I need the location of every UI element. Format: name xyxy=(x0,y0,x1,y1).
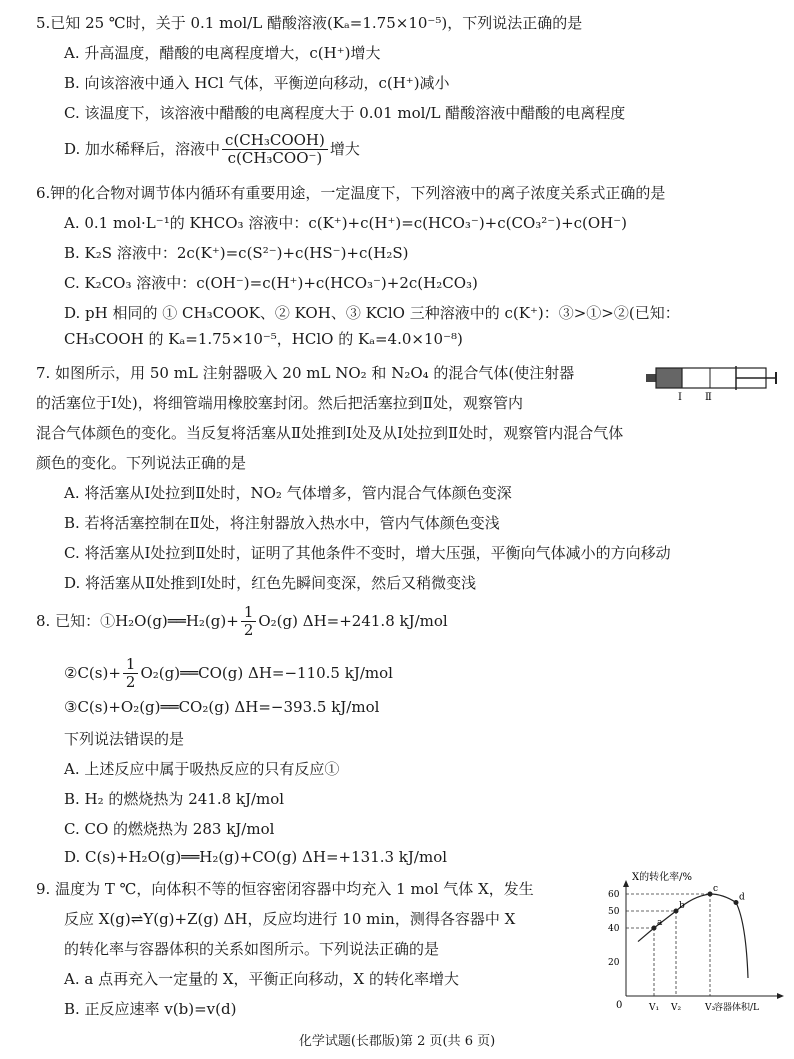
q6-option-c: C. K₂CO₃ 溶液中：c(OH⁻)=c(H⁺)+c(HCO₃⁻)+2c(H₂CO₃) xyxy=(64,274,478,292)
q8-r1-half xyxy=(241,604,257,640)
q5-d-fraction xyxy=(222,132,328,168)
q8-r1-suffix: O₂(g) ΔH=+241.8 kJ/mol xyxy=(258,611,448,630)
q6-option-a: A. 0.1 mol·L⁻¹的 KHCO₃ 溶液中：c(K⁺)+c(H⁺)=c(HCO₃⁻)+c(CO₃²⁻)+c(OH⁻) xyxy=(64,214,628,232)
q8-r2-half-den: 2 xyxy=(125,673,136,692)
syringe-label-1: Ⅰ xyxy=(678,392,682,402)
q9-line1: 9. 温度为 T ℃，向体积不等的恒容密闭容器中均充入 1 mol 气体 X，发生 xyxy=(36,880,534,898)
q8-r2-half xyxy=(123,656,139,692)
q8-r2-half-num: 1 xyxy=(123,656,139,674)
q8-option-d: D. C(s)+H₂O(g)══H₂(g)+CO(g) ΔH=+131.3 kJ/mol xyxy=(64,848,448,866)
q9-option-b: B. 正反应速率 v(b)=v(d) xyxy=(64,1000,237,1018)
y-tick-label: 50 xyxy=(608,907,620,917)
y-tick-label: 20 xyxy=(608,958,620,968)
q8-r1-half-num: 1 xyxy=(241,604,257,622)
x-tick-label: V₃ xyxy=(705,1003,716,1013)
q6-stem: 6.钾的化合物对调节体内循环有重要用途，一定温度下，下列溶液中的离子浓度关系式正确的是 xyxy=(36,184,666,202)
q8-r2-suffix: O₂(g)══CO(g) ΔH=−110.5 kJ/mol xyxy=(140,663,393,682)
point-a xyxy=(652,926,657,931)
point-b xyxy=(674,909,679,914)
q8-r1-prefix: 8. 已知：①H₂O(g)══H₂(g)+ xyxy=(36,611,239,630)
point-label-a: a xyxy=(657,918,663,928)
point-label-d: d xyxy=(739,892,745,903)
point-label-b: b xyxy=(679,901,685,911)
q5-stem: 5.已知 25 ℃时，关于 0.1 mol/L 醋酸溶液(Kₐ=1.75×10⁻⁵)，下列说法正确的是 xyxy=(36,14,583,32)
q9-line2: 反应 X(g)⇌Y(g)+Z(g) ΔH，反应均进行 10 min，测得各容器中 X xyxy=(64,910,516,928)
chart-x-arrow xyxy=(777,993,784,999)
q7-line2: 的活塞位于Ⅰ处)，将细管端用橡胶塞封闭。然后把活塞拉到Ⅱ处，观察管内 xyxy=(36,394,523,412)
x-tick-label: V₂ xyxy=(671,1003,682,1013)
syringe-diagram xyxy=(644,362,784,402)
q8-option-b: B. H₂ 的燃烧热为 241.8 kJ/mol xyxy=(64,790,285,808)
q5-option-d xyxy=(64,132,360,168)
point-label-c: c xyxy=(713,884,719,894)
q7-option-b: B. 若将活塞控制在Ⅱ处，将注射器放入热水中，管内气体颜色变浅 xyxy=(64,514,500,532)
q8-option-c: C. CO 的燃烧热为 283 kJ/mol xyxy=(64,820,275,838)
q8-ask: 下列说法错误的是 xyxy=(64,730,185,748)
q8-r1-half-den: 2 xyxy=(243,621,254,640)
point-c xyxy=(708,892,713,897)
q5-d-suffix: 增大 xyxy=(329,139,360,158)
q7-option-a: A. 将活塞从Ⅰ处拉到Ⅱ处时，NO₂ 气体增多，管内混合气体颜色变深 xyxy=(64,484,512,502)
q8-reaction-2 xyxy=(64,656,393,692)
conversion-curve xyxy=(638,894,748,978)
q7-line3: 混合气体颜色的变化。当反复将活塞从Ⅱ处推到Ⅰ处及从Ⅰ处拉到Ⅱ处时，观察管内混合气体 xyxy=(36,424,624,442)
q7-line1: 7. 如图所示，用 50 mL 注射器吸入 20 mL NO₂ 和 N₂O₄ 的混合气体(使注射器 xyxy=(36,364,575,382)
q7-option-c: C. 将活塞从Ⅰ处拉到Ⅱ处时，证明了其他条件不变时，增大压强，平衡向气体减小的方向移动 xyxy=(64,544,671,562)
q8-reaction-1 xyxy=(36,604,448,640)
y-tick-label: 60 xyxy=(608,890,620,900)
q6-option-d-line1: D. pH 相同的 ① CH₃COOK、② KOH、③ KClO 三种溶液中的 c(K⁺)：③>①>②(已知： xyxy=(64,304,680,322)
chart-y-arrow xyxy=(623,880,629,887)
q5-d-denominator: c(CH₃COO⁻) xyxy=(227,149,323,168)
chart-x-label: 容器体积/L xyxy=(714,1003,760,1013)
q9-option-a: A. a 点再充入一定量的 X，平衡正向移动，X 的转化率增大 xyxy=(64,970,459,988)
y-tick-label: 40 xyxy=(608,924,620,934)
chart-y-label: X的转化率/% xyxy=(632,872,692,883)
q5-option-c: C. 该温度下，该溶液中醋酸的电离程度大于 0.01 mol/L 醋酸溶液中醋酸的电离程度 xyxy=(64,104,626,122)
q7-option-d: D. 将活塞从Ⅱ处推到Ⅰ处时，红色先瞬间变深，然后又稍微变浅 xyxy=(64,574,477,592)
q6-option-b: B. K₂S 溶液中：2c(K⁺)=c(S²⁻)+c(HS⁻)+c(H₂S) xyxy=(64,244,409,262)
syringe-tip xyxy=(646,374,656,382)
q5-option-b: B. 向该溶液中通入 HCl 气体，平衡逆向移动，c(H⁺)减小 xyxy=(64,74,450,92)
q8-reaction-3: ③C(s)+O₂(g)══CO₂(g) ΔH=−393.5 kJ/mol xyxy=(64,698,380,716)
q5-d-prefix: D. 加水稀释后，溶液中 xyxy=(64,139,221,158)
page-footer: 化学试题(长郡版)第 2 页(共 6 页) xyxy=(298,1034,496,1049)
point-d xyxy=(734,900,739,905)
conversion-chart xyxy=(604,870,790,1020)
syringe-gas xyxy=(656,368,682,388)
q7-line4: 颜色的变化。下列说法正确的是 xyxy=(36,454,247,472)
q8-r2-prefix: ②C(s)+ xyxy=(64,663,121,682)
x-tick-label: V₁ xyxy=(649,1003,660,1013)
q9-line3: 的转化率与容器体积的关系如图所示。下列说法正确的是 xyxy=(64,940,440,958)
syringe-label-2: Ⅱ xyxy=(705,392,712,402)
q5-d-numerator: c(CH₃COOH) xyxy=(222,132,328,150)
q8-option-a: A. 上述反应中属于吸热反应的只有反应① xyxy=(64,760,340,778)
q5-option-a: A. 升高温度，醋酸的电离程度增大，c(H⁺)增大 xyxy=(64,44,381,62)
q6-option-d-line2: CH₃COOH 的 Kₐ=1.75×10⁻⁵，HClO 的 Kₐ=4.0×10⁻⁸) xyxy=(64,330,463,348)
chart-origin: 0 xyxy=(616,1000,623,1011)
